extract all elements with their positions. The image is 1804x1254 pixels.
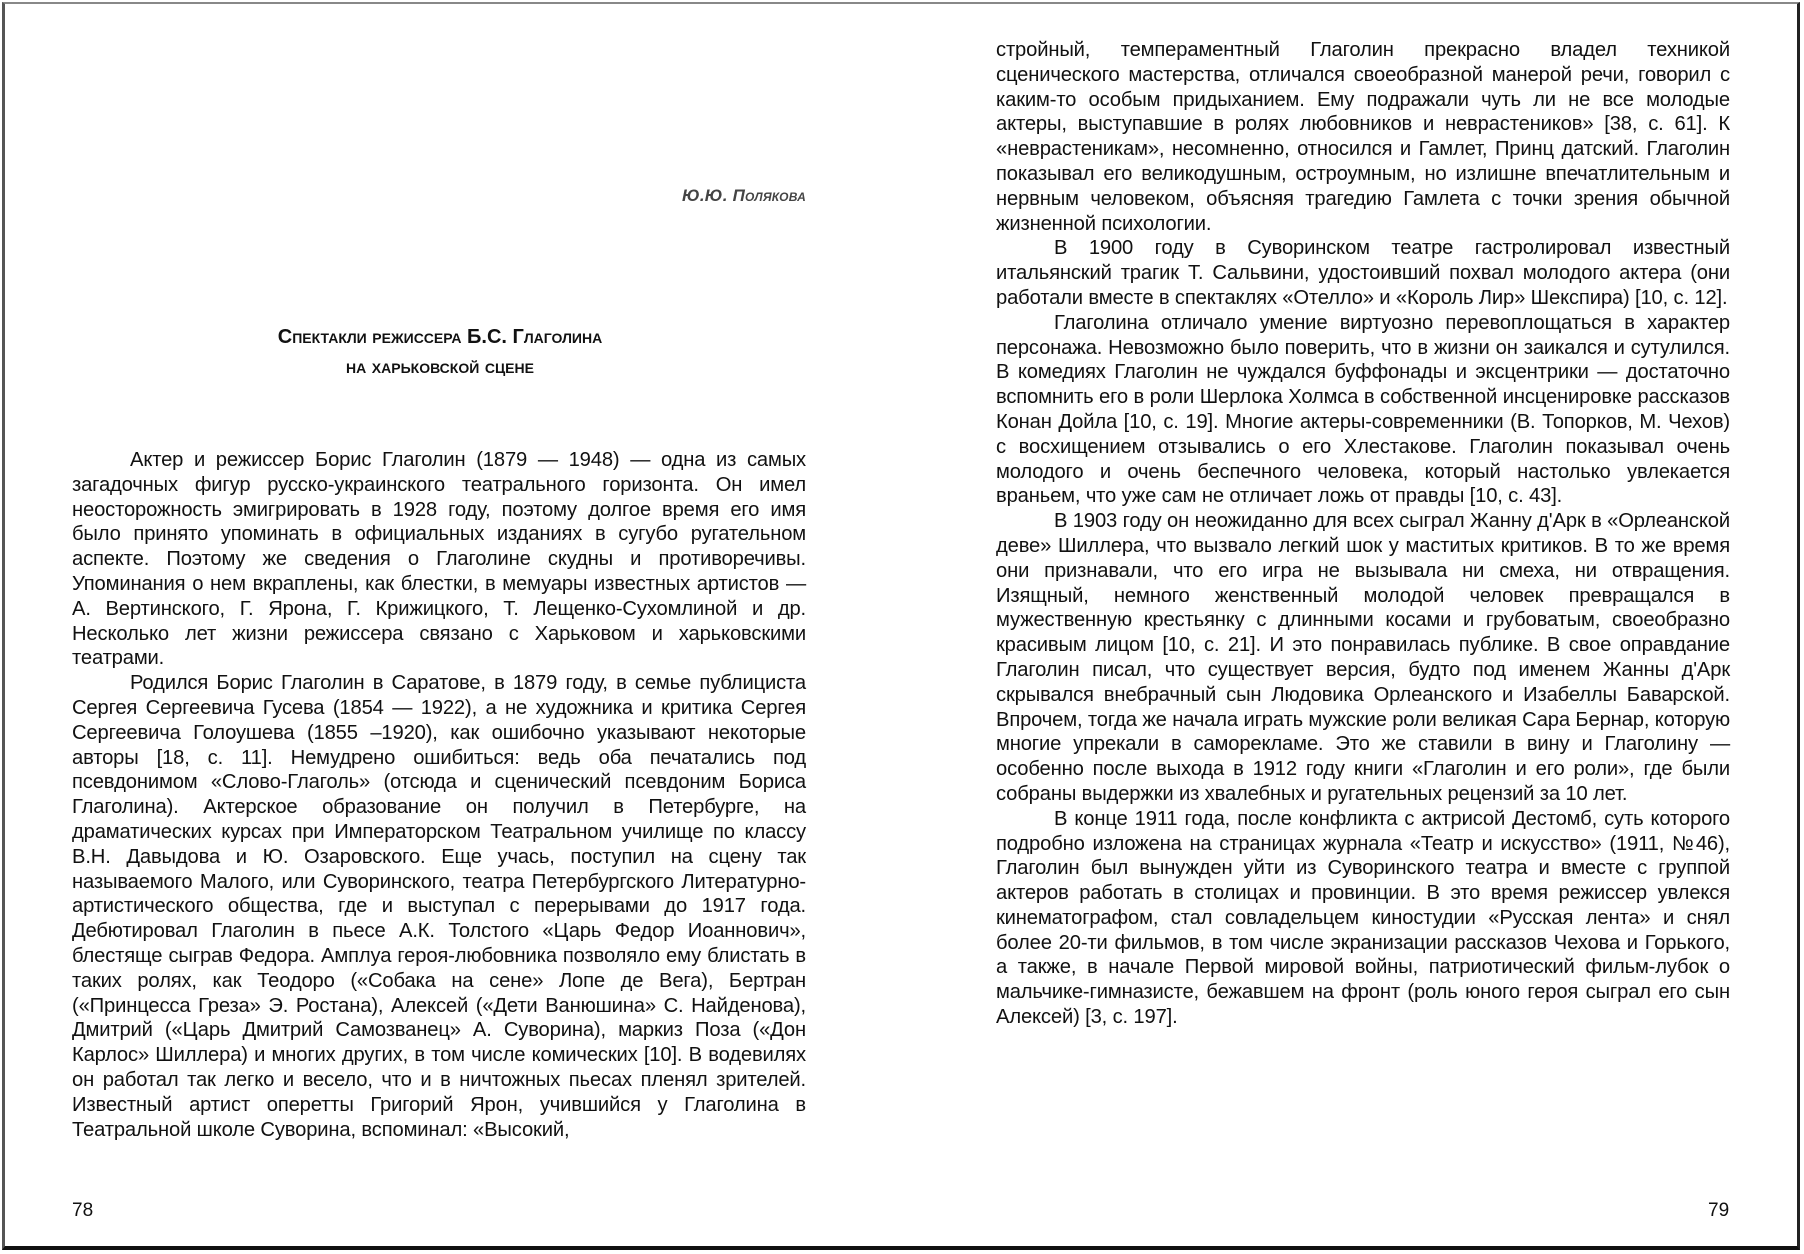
running-head-author: Ю.Ю. Полякова	[681, 186, 806, 205]
paragraph: В 1900 году в Суворинском театре гастролировал известный итальянский трагик Т. Сальвини, удостоивший похвал молодого актера (они работали вместе в спектаклях «Отелло» и «Король Лир» Шекспира) [10, с. 12].	[996, 237, 1730, 309]
right-body-text	[996, 38, 1730, 1030]
article-title	[140, 322, 740, 382]
paragraph: Актер и режиссер Борис Глаголин (1879 — 1948) — одна из самых загадочных фигур русско-украинского театрального горизонта. Он имел неосторожность эмигрировать в 1928 году, поэтому долгое время его имя было принято упоминать в официальных изданиях в сугубо ругательном аспекте. Поэтому же сведения о Глаголине скудны и противоречивы. Упоминания о нем вкраплены, как блестки, в мемуары известных артистов — А. Вертинского, Г. Ярона, Г. Крижицкого, Т. Лещенко-Сухомлиной и др. Несколько лет жизни режиссера связано с Харьковом и харьковскими театрами.	[72, 449, 806, 670]
paragraph-continued: стройный, темпераментный Глаголин прекрасно владел техникой сценического мастерства, отличался своеобразной манерой речи, говорил с каким-то особым придыханием. Ему подражали чуть ли не все молодые актеры, выступавшие в ролях любовников и неврастеников» [38, с. 61]. К «неврастеникам», несомненно, относился и Гамлет, Принц датский. Глаголин показывал его великодушным, остроумным, но излишне впечатлительным и нервным человеком, объясняя трагедию Гамлета с точки зрения обычной жизненной психологии.	[996, 39, 1730, 235]
paragraph: В конце 1911 года, после конфликта с актрисой Дестомб, суть которого подробно изложена на страницах журнала «Театр и искусство» (1911, №46), Глаголин был вынужден уйти из Суворинского театра и вместе с группой актеров работать в столицах и провинции. В это время режиссер увлекся кинематографом, стал совладельцем киностудии «Русская лента» и снял более 20-ти фильмов, в том числе экранизации рассказов Чехова и Горького, а также, в начале Первой мировой войны, патриотический фильм-лубок о мальчике-гимназисте, бежавшем на фронт (роль юного героя сыграл его сын Алексей) [3, с. 197].	[996, 807, 1730, 1029]
right-page	[902, 0, 1804, 1254]
paragraph: Родился Борис Глаголин в Саратове, в 1879 году, в семье публициста Сергея Сергеевича Гусева (1854 — 1922), а не художника и критика Сергея Сергеевича Голоушева (1855 –1920), как ошибочно указывают некоторые авторы [18, с. 11]. Немудрено ошибиться: ведь оба печатались под псевдонимом «Слово-Глаголь» (отсюда и сценический псевдоним Бориса Глаголина). Актерское образование он получил в Петербурге, на драматических курсах при Императорском Театральном училище по классу В.Н. Давыдова и Ю. Озаровского. Еще учась, поступил на сцену так называемого Малого, или Суворинского, театра Петербургского Литературно-артистического общества, где и выступал с перерывами до 1917 года. Дебютировал Глаголин в пьесе А.К. Толстого «Царь Федор Иоаннович», блестяще сыграв Федора. Амплуа героя-любовника позволяло ему блистать в таких ролях, как Теодоро («Собака на сене» Лопе де Вега), Бертран («Принцесса Греза» Э. Ростана), Алексей («Дети Ванюшина» С. Найденова), Дмитрий («Царь Дмитрий Самозванец» А. Суворина), маркиз Поза («Дон Карлос» Шиллера) и многих других, в том числе комических [10]. В водевилях он работал так легко и весело, что и в ничтожных пьесах пленял зрителей. Известный артист оперетты Григорий Ярон, учившийся у Глаголина в Театральной школе Суворина, вспоминал: «Высокий,	[72, 672, 806, 1141]
article-title-line-2: на харьковской сцене	[346, 356, 534, 378]
page-number-left: 78	[72, 1200, 94, 1221]
paragraph: Глаголина отличало умение виртуозно перевоплощаться в характер персонажа. Невозможно было поверить, что в жизни он заикался и сутулился. В комедиях Глаголин не чуждался буффонады и эксцентрики — достаточно вспомнить его в роли Шерлока Холмса в собственной инсценировке рассказов Конан Дойла [10, с. 19]. Многие актеры-современники (В. Топорков, М. Чехов) с восхищением отзывались о его Хлестакове. Глаголин показывал очень молодого и очень беспечного человека, который настолько увлекается враньем, что уже сам не отличает ложь от правды [10, с. 43].	[996, 311, 1730, 508]
article-title-line-1: Спектакли режиссера Б.С. Глаголина	[277, 326, 603, 348]
left-body-text	[72, 448, 806, 1142]
page-number-right: 79	[1708, 1200, 1730, 1221]
paragraph: В 1903 году он неожиданно для всех сыграл Жанну д'Арк в «Орлеанской деве» Шиллера, что вызвало легкий шок у маститых критиков. В то же время они признавали, что его игра не вызывала ни смеха, ни отвращения. Изящный, немного женственный молодой человек превращался в мужественную крестьянку с длинными косами и грубоватым, своеобразно красивым лицом [10, с. 21]. И это понравилась публике. В свое оправдание Глаголин писал, что существует версия, будто под именем Жанны д'Арк скрывался внебрачный сын Людовика Орлеанского и Изабеллы Баварской. Впрочем, тогда же начала играть мужские роли великая Сара Бернар, которую многие упрекали в саморекламе. Это же ставили в вину и Глаголину — особенно после выхода в 1912 году книги «Глаголин и его роли», где были собраны выдержки из хвалебных и ругательных рецензий за 10 лет.	[996, 510, 1731, 805]
